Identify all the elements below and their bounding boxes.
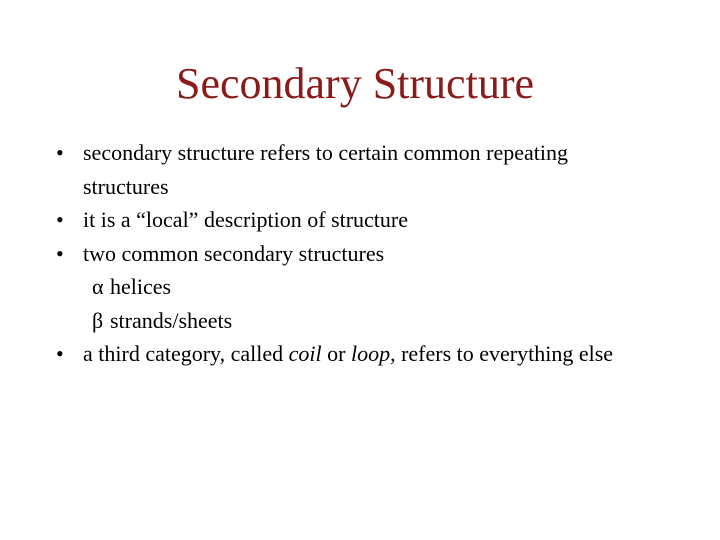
beta-symbol: β xyxy=(92,307,104,333)
bullet-text-after: , refers to everything else xyxy=(390,341,614,366)
bullet-list xyxy=(56,136,656,371)
bullet-text-mid: or xyxy=(321,341,351,366)
sub-item-text: helices xyxy=(110,274,172,299)
emphasis-coil: coil xyxy=(288,341,322,366)
bullet-marker: • xyxy=(56,207,64,232)
sub-item-text: strands/sheets xyxy=(110,307,233,333)
emphasis-loop: loop xyxy=(350,341,391,366)
bullet-item xyxy=(56,237,656,271)
bullet-text: it is a “local” description of structure xyxy=(83,207,408,232)
bullet-text: secondary structure refers to certain common repeating structures xyxy=(83,140,569,199)
bullet-text: two common secondary structures xyxy=(83,240,385,266)
bullet-text-before: a third category, called xyxy=(83,341,289,366)
sub-item-alpha xyxy=(56,270,656,304)
sub-item-beta xyxy=(56,304,656,338)
alpha-symbol: α xyxy=(92,274,104,299)
bullet-item xyxy=(56,203,656,237)
bullet-marker: • xyxy=(56,240,64,266)
bullet-item xyxy=(56,337,656,371)
slide-title: Secondary Structure xyxy=(176,59,534,108)
bullet-item xyxy=(56,136,656,203)
bullet-marker: • xyxy=(56,140,64,165)
bullet-marker: • xyxy=(56,341,64,366)
